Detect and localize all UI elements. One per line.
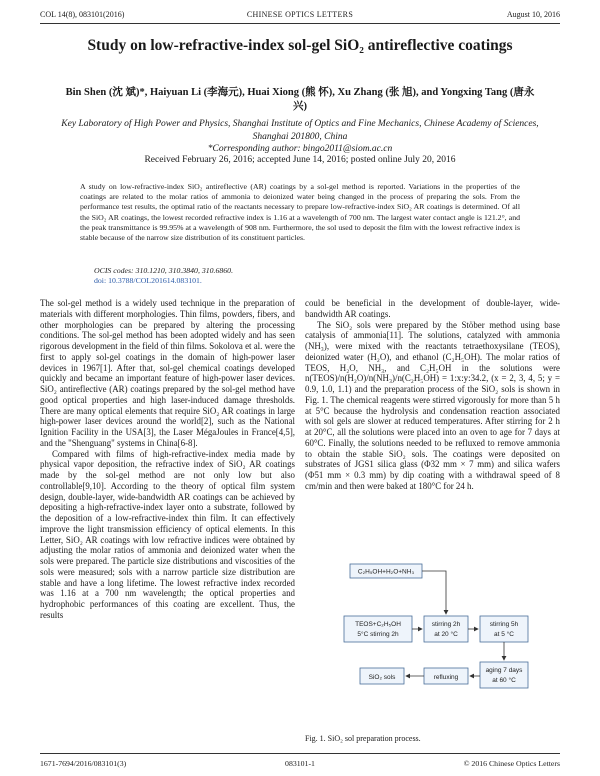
- flow-label-reflux: refluxing: [433, 674, 459, 681]
- flow-label-stir5-1: stirring 5h: [489, 621, 519, 628]
- footer-copyright: © 2016 Chinese Optics Letters: [463, 759, 560, 768]
- flow-label-age-1: aging 7 days: [485, 667, 523, 674]
- abstract: A study on low-refractive-index SiO₂ antireflective (AR) coatings by a sol-gel method is reported. Variations in the properties of the coatings are related to the molar ratios of ammonia to deionized water being changed in the process of preparing the sols. From the performance test results, the optimal ratio of the reactants necessary to prepare low-refractive-index SiO₂ AR coatings is determined. Of all the SiO₂ AR coatings, the lowest recorded refractive index is 1.16 at a wavelength of 700 nm. The largest water contact angle is 121.2°, and the peak transmittance is 99.95% at a wavelength of 908 nm. Furthermore, the sol used to deposit the film with the lowest refractive index is stable because of the narrow size distribution of its constituent particles.: [80, 182, 520, 243]
- flow-label-stir5-2: at 5 °C: [494, 631, 514, 638]
- paper-title: Study on low-refractive-index sol-gel SiO₂ antireflective coatings: [87, 37, 513, 54]
- flow-label-sols: SiO₂ sols: [368, 674, 396, 681]
- received-dates: Received February 26, 2016; accepted June 14, 2016; posted online July 20, 2016: [144, 155, 456, 165]
- flow-box-aging: [480, 662, 528, 688]
- flow-box-stir-5: [480, 616, 528, 642]
- ocis-codes: OCIS codes: 310.1210, 310.3840, 310.6860.: [94, 266, 234, 275]
- paragraph: The SiO₂ sols were prepared by the Stöber method using base catalysis of ammonia[11]. The solutions, catalyzed with ammonia (NH₃), were mixed with the reactants tetraethoxysilane (TEOS), deionized water (H₂O), and ethanol (C₂H₅OH). The molar ratios of TEOS, H₂O, NH₃, and C₂H₅OH in the solutions were n(TEOS)/n(H₂O)/n(NH₃)/n(C₂H₅OH) = 1:x:y:34.2, (x = 2, 3, 4, 5; y = 0.9, 1.0, 1.1) and the preparation process of the SiO₂ sols is shown in Fig. 1. The chemical reagents were stirred vigorously for more than 5 h at 5°C because the hydrolysis and condensation reaction associated with sol gels are slower at reduced temperatures. After stirring for 2 h at 20°C, all the solutions were placed into an oven to age for 7 days at 60°C. Finally, the solutions needed to be refluxed to remove ammonia to obtain the stable SiO₂ sols. The coatings were deposited on substrates of JGS1 silica glass (Φ32 mm × 7 mm) and silica wafers (Φ51 mm × 0.3 mm) by dip coating with a withdrawal speed of 8 cm/min and then were baked at 180°C for 24 h.: [305, 319, 560, 491]
- flow-box-stir-20: [424, 616, 468, 642]
- running-header: [40, 10, 560, 22]
- figure-1: [340, 560, 540, 720]
- footer-page: 083101-1: [285, 759, 315, 768]
- flow-label-stir20-2: at 20 °C: [434, 631, 458, 638]
- header-rule: [40, 23, 560, 24]
- flowchart: [340, 560, 540, 720]
- affiliation: Key Laboratory of High Power and Physics, Shanghai Institute of Optics and Fine Mechanics, Chinese Academy of Sciences, Shanghai 201800, China: [61, 119, 539, 142]
- running-footer: [40, 759, 560, 769]
- paragraph: could be beneficial in the development of double-layer, wide-bandwidth AR coatings.: [305, 298, 560, 319]
- paragraph: The sol-gel method is a widely used technique in the preparation of materials with different morphologies. Thin films, powders, fibers, and other morphologies can be prepared by altering the processing conditions. The sol-gel method has been adopted widely and has seen rigorous development in the field of thin films. Sokolova et al. were the first to apply sol-gel coatings in the domain of high-power laser devices in 1967[1]. After that, sol-gel chemical coatings developed quickly and became an important feature of high-power laser devices. SiO₂ antireflective (AR) coatings prepared by the sol-gel method have good optical properties and high laser-induced damage thresholds. There are many optical elements that require SiO₂ AR coatings in large high-power laser devices around the world[2], such as the National Ignition Facility in the USA[3], the Laser MégaJoules in France[4,5], and the "Shenguang" systems in China[6-8].: [40, 298, 295, 448]
- header-date: August 10, 2016: [506, 10, 560, 19]
- flow-label-stir20-1: stirring 2h: [431, 621, 461, 628]
- paragraph: Compared with films of high-refractive-index media made by physical vapor deposition, the refractive index of SiO₂ AR coatings made by the sol-gel method are not only low but also controllable[9,10]. According to the theory of optical film system design, double-layer, wide-bandwidth AR coatings can be achieved by depositing a high-refractive-index layer onto a substrate, followed by the deposition of a low-refractive-index thin film. It can effectively improve the light transmission efficiency of optical elements. In this Letter, SiO₂ AR coatings with low refractive indices were obtained by adjusting the molar ratios of ammonia and deionized water when the sols were prepared. The particle size distributions and viscosities of the sols were measured; sols with a narrow particle size distribution are stable and have a long lifetime. The lowest refractive index recorded was 1.16 at a 700 nm wavelength; the optical properties and hydrophobic performances of this coating are excellent. Thus, the results: [40, 448, 295, 620]
- doi-link[interactable]: doi: 10.3788/COL201614.083101.: [94, 276, 202, 285]
- flow-box-teos: [344, 616, 412, 642]
- figure-caption: Fig. 1. SiO₂ sol preparation process.: [305, 734, 421, 743]
- flow-label-teos-2: 5°C stirring 2h: [357, 631, 399, 638]
- footer-rule: [40, 753, 560, 754]
- footer-issn: 1671-7694/2016/083101(3): [40, 759, 127, 768]
- header-volume: COL 14(8), 083101(2016): [40, 10, 125, 19]
- affiliation-block: [60, 118, 540, 156]
- flow-label-age-2: at 60 °C: [492, 677, 516, 684]
- body-column-right: [305, 298, 560, 492]
- corresponding-author: *Corresponding author: bingo2011@siom.ac.cn: [207, 144, 393, 154]
- flow-label-reagents: C₂H₅OH+H₂O+NH₃: [357, 568, 415, 576]
- flow-label-teos-1: TEOS+C₂H₅OH: [355, 621, 401, 628]
- body-column-left: [40, 298, 295, 621]
- header-journal: CHINESE OPTICS LETTERS: [246, 10, 354, 19]
- flow-arrow: [422, 571, 446, 614]
- author-list: Bin Shen (沈 斌)*, Haiyuan Li (李海元), Huai Xiong (熊 怀), Xu Zhang (张 旭), and Yongxing Tang (唐永兴): [65, 87, 535, 112]
